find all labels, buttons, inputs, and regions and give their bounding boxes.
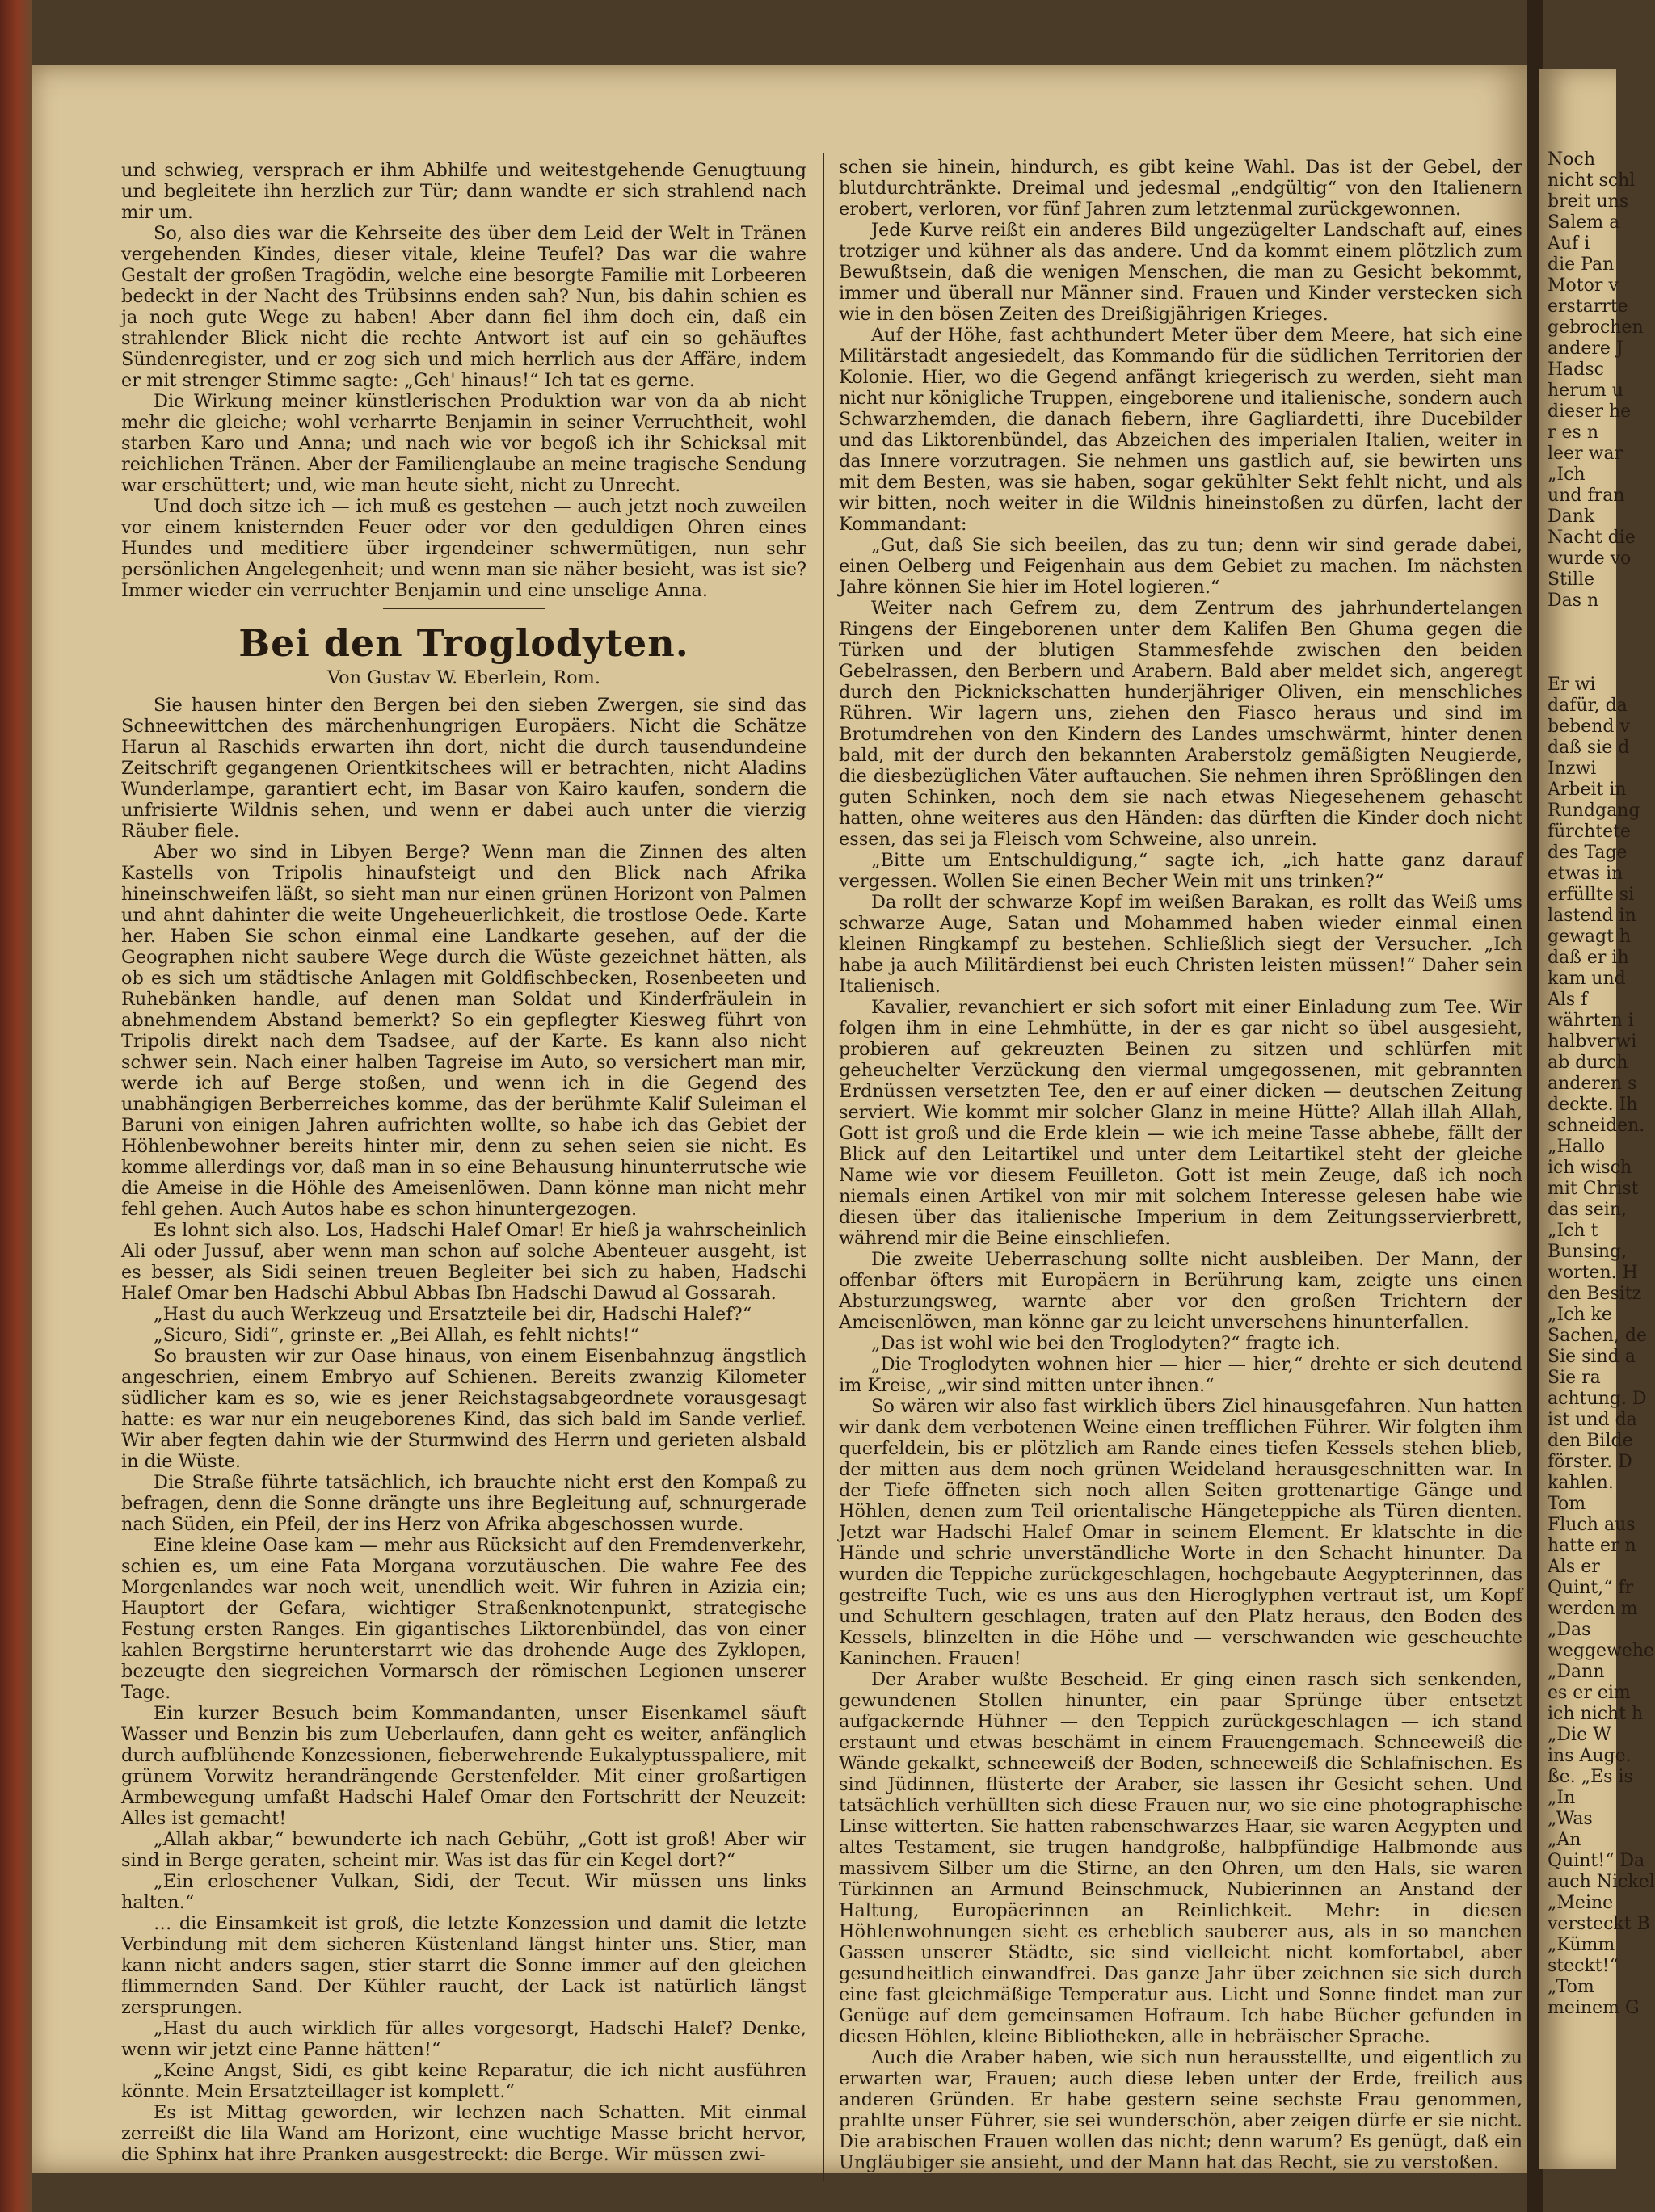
article-paragraph: Da rollt der schwarze Kopf im weißen Barakan, es rollt das Weiß ums schwarze Auge, Satan und Mohammed haben wieder einmal einen kleinen Ringkampf zu bestehen. Schließlich siegt der Versucher. „Ich habe ja auch Militärdienst bei euch Christen leisten müssen!“ Daher sein Italienisch. [839, 892, 1522, 997]
facing-page-line: ist und da [1548, 1410, 1637, 1430]
facing-page-line: wurde vo [1548, 549, 1632, 569]
facing-page-line: Er wi [1548, 675, 1596, 695]
article-paragraph: „Ein erloschener Vulkan, Sidi, der Tecut. Wir müssen uns links halten.“ [121, 1871, 806, 1913]
facing-page-line: nicht schl [1548, 170, 1636, 191]
facing-page-line: Sachen, de [1548, 1326, 1647, 1346]
facing-page-line: Stille [1548, 570, 1595, 590]
facing-page-line: das sein, [1548, 1200, 1627, 1220]
facing-page-line: daß er ih [1548, 948, 1629, 968]
facing-page-line: weggewehe [1548, 1641, 1655, 1661]
facing-page-line: hatte er n [1548, 1536, 1636, 1556]
facing-page-line: ab durch [1548, 1053, 1628, 1073]
facing-page-line: Motor v [1548, 275, 1619, 296]
facing-page-line: „Die W [1548, 1725, 1611, 1745]
facing-page-line: „Tom [1548, 1977, 1594, 1997]
facing-page-line: „Kümm [1548, 1935, 1615, 1955]
facing-page-line: „Hallo [1548, 1137, 1606, 1157]
article-byline: Von Gustav W. Eberlein, Rom. [327, 667, 600, 688]
article-paragraph: Eine kleine Oase kam — mehr aus Rücksicht auf den Fremdenverkehr, schien es, um eine Fata Morgana vorzutäuschen. Die wahre Fee des Morgenlandes war noch weit, unendlich weit. Wir fuhren in Azizia ein; Hauptort der Gefara, wichtiger Straßenknotenpunkt, strategische Festung ersten Ranges. Ein gigantisches Liktorenbündel, das von einer kahlen Bergstirne herunterstarrt wie das drohende Auge des Zyklopen, bezeugte den siegreichen Vormarsch der römischen Legionen unserer Tage. [121, 1535, 806, 1703]
column-right [839, 157, 1522, 2173]
facing-page-line: und fran [1548, 486, 1625, 506]
facing-page-line: „Das [1548, 1620, 1591, 1640]
facing-page-line: den Besitz [1548, 1284, 1642, 1304]
article-paragraph: „Bitte um Entschuldigung,“ sagte ich, „ich hatte ganz darauf vergessen. Wollen Sie einen Becher Wein mit uns trinken?“ [839, 850, 1522, 892]
facing-page-line: ich nicht h [1548, 1704, 1644, 1724]
article-paragraph: Es lohnt sich also. Los, Hadschi Halef Omar! Er hieß ja wahrscheinlich Ali oder Jussuf, aber wenn man schon auf solche Abenteuer ausgeht, ist es besser, als Sidi seinen treuen Begleiter bei sich zu haben, Hadschi Halef Omar ben Hadschi Abbul Abbas Ibn Hadschi Dawud al Gossarah. [121, 1220, 806, 1304]
facing-page-line: mit Christ [1548, 1179, 1639, 1199]
facing-page-line: r es n [1548, 423, 1598, 443]
article-paragraph: Der Araber wußte Bescheid. Er ging einen rasch sich senkenden, gewundenen Stollen hinunter, ein paar Sprünge über entsetzt aufgackernde Hühner — den Teppich zurückgeschlagen — ich stand erstaunt und etwas beschämt in einem Frauengemach. Schneeweiß die Wände gekalkt, schneeweiß der Boden, schneeweiß die Schlafnischen. Es sind Jüdinnen, flüsterte der Araber, sie lassen ihr Gesicht sehen. Und tatsächlich verhüllten sich diese Frauen nur, wo sie eine photographische Linse witterten. Sie hatten rabenschwarzes Haar, sie waren Aegypten und altes Testament, sie trugen handgroße, halbpfündige Halbmonde aus massivem Silber um die Stirne, an den Ohren, um den Hals, sie waren Türkinnen an Armund Beinschmuck, Nubierinnen an Anstand der Haltung, Europäerinnen an Reinlichkeit. Mehr: in diesen Höhlenwohnungen sieht es erheblich sauberer aus, als in so manchen Gassen unserer Städte, sie sind vielleicht nicht komfortabel, aber gesundheitlich einwandfrei. Das ganze Jahr über zeichnen sie sich durch eine fast gleichmäßige Temperatur aus. Licht und Sonne findet man zur Genüge auf dem gemeinsamen Hofraum. Ich habe Bücher gefunden in diesen Höhlen, kleine Bibliotheken, alle in hebräischer Sprache. [839, 1669, 1522, 2047]
facing-page-line: „Was [1548, 1809, 1593, 1829]
facing-page-line: dieser he [1548, 402, 1632, 422]
facing-page-line: gewagt h [1548, 927, 1632, 947]
facing-page-line: erfüllte si [1548, 885, 1635, 905]
facing-page-line: währten i [1548, 1011, 1634, 1031]
facing-page-line: es er eim [1548, 1683, 1631, 1703]
facing-page-line: Inzwi [1548, 759, 1597, 779]
article-paragraph: „Hast du auch wirklich für alles vorgesorgt, Hadschi Halef? Denke, wenn wir jetzt eine Panne hätten!“ [121, 2018, 806, 2060]
facing-page-line [1539, 612, 1616, 633]
article-paragraph: Jede Kurve reißt ein anderes Bild ungezügelter Landschaft auf, eines trotziger und kühner als das andere. Und da kommt einem plötzlich zum Bewußtsein, daß die wenigen Menschen, die man zu Gesicht bekommt, immer und überall nur Männer sind. Frauen und Kinder verstecken sich wie in den bösen Zeiten des Dreißigjährigen Krieges. [839, 220, 1522, 325]
facing-page-line: Salem a [1548, 212, 1620, 233]
column-left [121, 160, 806, 2165]
article-paragraph: Die zweite Ueberraschung sollte nicht ausbleiben. Der Mann, der offenbar öfters mit Europäern in Berührung kam, zeigte uns einen Absturzungsweg, warnte aber vor den großen Trichtern der Ameisenlöwen, man könne gar zu leicht unversehens hinunterfallen. [839, 1249, 1522, 1333]
article-paragraph: „Sicuro, Sidi“, grinste er. „Bei Allah, es fehlt nichts!“ [154, 1325, 640, 1346]
prev-article-paragraph: und schwieg, versprach er ihm Abhilfe und weitestgehende Genugtuung und begleitete ihn herzlich zur Tür; dann wandte er sich strahlend nach mir um. [121, 160, 806, 223]
article-paragraph: Auch die Araber haben, wie sich nun herausstellte, und eigentlich zu erwarten war, Frauen; auch diese leben unter der Erde, freilich aus anderen Gründen. Er habe gestern seine sechste Frau genommen, prahlte unser Führer, sie sei wunderschön, aber zeigen dürfe er sie nicht. Die arabischen Frauen wollen das nicht; denn warum? Es genügt, daß ein Ungläubiger sie ansieht, und der Mann hat das Recht, sie zu verstoßen. [839, 2047, 1522, 2173]
facing-page-line: Arbeit in [1548, 780, 1627, 800]
prev-article-paragraph: Und doch sitze ich — ich muß es gestehen — auch jetzt noch zuweilen vor einem knisternden Feuer oder vor den geduldigen Ohren eines Hundes und meditiere über irgendeiner schwermütigen, nun sehr persönlichen Angelegenheit; und wenn man sie näher besieht, was ist sie? Immer wieder ein verruchter Benjamin und eine unselige Anna. [121, 496, 806, 601]
facing-page-line: Quint!“ Da [1548, 1851, 1645, 1871]
facing-page-line: Noch [1548, 149, 1595, 170]
facing-page-line: „Ich t [1548, 1221, 1598, 1241]
article-paragraph: „Keine Angst, Sidi, es gibt keine Reparatur, die ich nicht ausführen könnte. Mein Ersatzteillager ist komplett.“ [121, 2060, 806, 2102]
article-paragraph: „Allah akbar,“ bewunderte ich nach Gebühr, „Gott ist groß! Aber wir sind in Berge geraten, scheint mir. Was ist das für ein Kegel dort?“ [121, 1829, 806, 1871]
article-paragraph: Kavalier, revanchiert er sich sofort mit einer Einladung zum Tee. Wir folgen ihm in eine Lehmhütte, in der es gar nicht so übel ausgesieht, probieren auf gekreuzten Beinen zu sitzen und schlürfen mit geheuchelter Verzückung den viermal umgegossenen, mit gebrannten Erdnüssen versetzten Tee, den er auf einer dicken — deutschen Zeitung serviert. Wie kommt mir solcher Glanz in meine Hütte? Allah illah Allah, Gott ist groß und die Erde klein — wie ich meine Tasse abhebe, fällt der Blick auf den Leitartikel und unter dem Leitartikel steht der gleiche Name wie vor diesem Feuilleton. Gott ist mein Zeuge, daß ich noch niemals einen Artikel von mir mit solchem Interesse gelesen habe wie diesen über das italienische Imperium in dem Zeitungsservierbrett, während mir die Beine einschliefen. [839, 997, 1522, 1249]
facing-page-line: Rundgang [1548, 801, 1640, 821]
facing-page-line: Sie sind a [1548, 1347, 1636, 1367]
article-paragraph: Aber wo sind in Libyen Berge? Wenn man die Zinnen des alten Kastells von Tripolis hinaufsteigt und den Blick nach Afrika hineinschweifen läßt, so sieht man nur einen grünen Horizont von Palmen und ahnt dahinter die weite Ungeheuerlichkeit, die trostlose Oede. Karte her. Haben Sie schon einmal eine Landkarte gesehen, auf der die Geographen nicht saubere Wege durch die Wüste gezeichnet hätten, als ob es sich um städtische Anlagen mit Goldfischbecken, Rosenbeeten und Ruhebänken handle, auf denen man Soldat und Kinderfräulein in abnehmendem Abstand bemerkt? So ein gepflegter Kiesweg führt von Tripolis direkt nach dem Tsadsee, auf der Karte. Es kann also nicht schwer sein. Nach einer halben Tagreise im Auto, so versichert man mir, werde ich auf Berge stoßen, und wenn ich in die Gegend des unabhängigen Berberreiches komme, das der berühmte Kalif Suleiman el Baruni von einigen Jahren aufrichten wollte, so habe ich das Gebiet der Höhlenbewohner bereits hinter mir, denn zu sehen seien sie nicht. Es komme allerdings vor, daß man in so eine Behausung hinunterrutsche wie die Ameise in die Höhle des Ameisenlöwen. Dann könne man nicht mehr fehl gehen. Auch Autos habe es schon hinuntergezogen. [121, 842, 806, 1220]
facing-page-line: anderen s [1548, 1074, 1637, 1094]
facing-page-line: den Bilde [1548, 1431, 1633, 1451]
facing-page-line: kahlen. [1548, 1473, 1614, 1493]
facing-page-line: daß sie d [1548, 738, 1630, 758]
facing-page-line: Tom [1548, 1494, 1586, 1514]
facing-page-line: werden m [1548, 1599, 1638, 1619]
facing-page-line: „Dann [1548, 1662, 1605, 1682]
facing-page-line: „An [1548, 1830, 1581, 1850]
facing-page-line: Hadsc [1548, 360, 1604, 380]
facing-page-line: achtung. D [1548, 1389, 1647, 1409]
article-paragraph: „Gut, daß Sie sich beeilen, das zu tun; denn wir sind gerade dabei, einen Oelberg und Feigenhain aus dem Gebiet zu machen. Im nächsten Jahre können Sie hier im Hotel logieren.“ [839, 535, 1522, 598]
facing-page-line: worten. H [1548, 1263, 1638, 1283]
facing-page-line [1539, 633, 1616, 654]
facing-page-line: lastend in [1548, 906, 1636, 926]
column-divider [823, 153, 824, 2181]
facing-page-line: Quint,“ fr [1548, 1578, 1634, 1598]
article-paragraph: Auf der Höhe, fast achthundert Meter über dem Meere, hat sich eine Militärstadt angesiedelt, das Kommando für die südlichen Territorien der Kolonie. Hier, wo die Gegend anfängt kriegerisch zu werden, sieht man nicht nur königliche Truppen, eingeborene und italienische, sondern auch Schwarzhemden, die danach fiebern, ihre Gagliardetti, ihre Ducebilder und das Liktorenbündel, das Abzeichen des imperialen Italien, weiter in das Innere vorzutragen. Sie nehmen uns gastlich auf, sie bewirten uns mit dem Besten, was sie haben, sogar gekühlter Sekt fehlt nicht, und als wir bitten, noch weiter in die Wildnis hineinstoßen zu dürfen, lacht der Kommandant: [839, 325, 1522, 535]
facing-page-line: kam und [1548, 969, 1626, 989]
article-paragraph: Ein kurzer Besuch beim Kommandanten, unser Eisenkamel säuft Wasser und Benzin bis zum Ueberlaufen, dann geht es weiter, anfänglich durch aufblühende Konzessionen, fieberwehrende Eukalyptusspaliere, mit grünem Vorwitz herandrängende Gerstenfelder. Mit einer großartigen Armbewegung umfaßt Hadschi Halef Omar den Fortschritt der Neuzeit: Alles ist gemacht! [121, 1703, 806, 1829]
facing-page-line: Als f [1548, 990, 1588, 1010]
facing-page-line: des Tage [1548, 843, 1628, 863]
facing-page-line: schneiden. [1548, 1116, 1645, 1136]
article-headline: Bei den Troglodyten. [238, 621, 689, 665]
facing-page-line: ins Auge. [1548, 1746, 1632, 1766]
facing-page-line: förster. D [1548, 1452, 1632, 1472]
article-separator [383, 608, 545, 609]
facing-page-edge [1539, 69, 1655, 2169]
facing-page-line: Fluch aus [1548, 1515, 1636, 1535]
facing-page-line: Auf i [1548, 233, 1590, 254]
facing-page-line: Nacht die [1548, 528, 1636, 548]
facing-page-line: andere J [1548, 339, 1623, 359]
article-paragraph: So wären wir also fast wirklich übers Ziel hinausgefahren. Nun hatten wir dank dem verbotenen Weine einen trefflichen Führer. Wir folgten ihm querfeldein, bis er plötzlich am Rande eines tiefen Kessels stehen blieb, der mitten aus dem noch grünen Weideland herausgeschnitten war. In der Tiefe öffneten sich noch allen Seiten grottenartige Gänge und Höhlen, denen zum Teil orientalische Hängeteppiche als Türen dienten. Jetzt war Hadschi Halef Omar in seinem Element. Er klatschte in die Hände und schrie unverständliche Worte in den Schacht hinunter. Da wurden die Teppiche zurückgeschlagen, hochgebaute Aegypterinnen, das gestreifte Tuch, wie es uns aus den Hieroglyphen vertraut ist, um Kopf und Schultern geschlagen, traten auf den Platz heraus, den Boden des Kessels, blinzelten in die Höhe und — verschwanden wie gescheuchte Kaninchen. Frauen! [839, 1396, 1522, 1669]
article-paragraph: So brausten wir zur Oase hinaus, von einem Eisenbahnzug ängstlich angeschrien, einem Embryo auf Schienen. Bereits zwanzig Kilometer südlicher kam es so, wie es jener Reichstagsabgeordnete vorausgesagt hatte: es war nur ein neugeborenes Kind, das sich bald im Sande verlief. Wir aber fegten dahin wie der Sturmwind des Herrn und gerieten alsbald in die Wüste. [121, 1346, 806, 1472]
article-paragraph: schen sie hinein, hindurch, es gibt keine Wahl. Das ist der Gebel, der blutdurchtränkte. Dreimal und jedesmal „endgültig“ von den Italienern erobert, verloren, vor fünf Jahren zum letztenmal zurückgewonnen. [839, 157, 1522, 220]
facing-page-line: halbverwi [1548, 1032, 1637, 1052]
facing-page-line: steckt!“ [1548, 1956, 1619, 1976]
facing-page-line: breit uns [1548, 191, 1629, 212]
facing-page-line: „In [1548, 1788, 1576, 1808]
facing-page-line: dafür, da [1548, 696, 1628, 716]
facing-page-line [1539, 654, 1616, 675]
facing-page-line: bebend v [1548, 717, 1630, 737]
prev-article-paragraph: Die Wirkung meiner künstlerischen Produktion war von da ab nicht mehr die gleiche; wohl verharrte Benjamin in seiner Verruchtheit, wohl starben Karo und Anna; und nach wie vor begoß ich ihr Schicksal mit reichlichen Tränen. Aber der Familienglaube an meine tragische Sendung war erschüttert; und, wie man heute sieht, nicht zu Unrecht. [121, 391, 806, 496]
facing-page-line: „Ich ke [1548, 1305, 1612, 1325]
facing-page-line: fürchtete [1548, 822, 1632, 842]
facing-page-line: Als er [1548, 1557, 1600, 1577]
facing-page-line: etwas in [1548, 864, 1623, 884]
facing-page-line: ße. „Es is [1548, 1767, 1633, 1787]
facing-page-line: Dank [1548, 507, 1595, 527]
facing-page-line: meinem G [1548, 1998, 1640, 2018]
facing-page-line: Das n [1548, 591, 1599, 611]
article-paragraph: „Die Troglodyten wohnen hier — hier — hier,“ drehte er sich deutend im Kreise, „wir sind mitten unter ihnen.“ [839, 1354, 1522, 1396]
facing-page-line: erstarrte [1548, 296, 1628, 317]
facing-page-line: auch Nickel [1548, 1872, 1655, 1892]
article-paragraph: Es ist Mittag geworden, wir lechzen nach Schatten. Mit einmal zerreißt die lila Wand am Horizont, eine wuchtige Masse bricht hervor, die Sphinx hat ihre Pranken ausgestreckt: die Berge. Wir müssen zwi- [121, 2102, 806, 2165]
article-paragraph: Weiter nach Gefrem zu, dem Zentrum des jahrhundertelangen Ringens der Eingeborenen unter dem Kalifen Ben Ghuma gegen die Türken und der blutigen Stammesfehde zwischen den beiden Gebelrassen, den Berbern und Arabern. Bald aber meldet sich, angeregt durch den Picknickschatten hunderjähriger Oliven, ein menschliches Rühren. Wir lagern uns, ziehen den Fiasco heraus und sind im Brotumdrehen von den Kindern des Landes umschwärmt, hinter denen bald, mit der durch den bekannten Araberstolz gemäßigten Neugierde, die diesbezüglichen Väter auftauchen. Sie nehmen ihren Sprößlingen den guten Schinken, noch dem sie nach etwas Niegesehenem gehascht hatten, ohne weiteres aus den Händen: das dürften die Kinder doch nicht essen, das sei ja Fleisch vom Schweine, also unrein. [839, 598, 1522, 850]
article-paragraph: „Hast du auch Werkzeug und Ersatzteile bei dir, Hadschi Halef?“ [154, 1304, 752, 1325]
facing-page-line: deckte. Ih [1548, 1095, 1638, 1115]
article-paragraph: Sie hausen hinter den Bergen bei den sieben Zwergen, sie sind das Schneewittchen des märchenhungrigen Europäers. Nicht die Schätze Harun al Raschids erwarten ihn dort, nicht die durch tausendundeine Zeitschrift gegangenen Orientkitschees will er betrachten, nicht Aladins Wunderlampe, garantiert echt, im Basar von Kairo kaufen, sondern die unfrisierte Wildnis sehen, und wenn er dabei auch unter die vierzig Räuber fiele. [121, 695, 806, 842]
facing-page-line: die Pan [1548, 254, 1615, 275]
facing-page-line: herum u [1548, 381, 1623, 401]
facing-page-line: „Ich [1548, 465, 1586, 485]
article-paragraph: Die Straße führte tatsächlich, ich brauchte nicht erst den Kompaß zu befragen, denn die Sonne drängte uns ihre Begleitung auf, schnurgerade nach Süden, ein Pfeil, der ins Herz von Afrika abgeschossen wurde. [121, 1472, 806, 1535]
facing-page-line: versteckt B [1548, 1914, 1650, 1934]
facing-page-line: ich wisch [1548, 1158, 1632, 1178]
article-paragraph: „Das ist wohl wie bei den Troglodyten?“ fragte ich. [871, 1333, 1341, 1354]
facing-page-line: Sie ra [1548, 1368, 1601, 1388]
article-paragraph: … die Einsamkeit ist groß, die letzte Konzession und damit die letzte Verbindung mit dem sicheren Küstenland längst hinter uns. Stier, man kann nicht anders sagen, stier starrt die Sonne immer auf den gleichen flimmernden Sand. Der Kühler raucht, der Lack ist natürlich längst zersprungen. [121, 1913, 806, 2018]
prev-article-paragraph: So, also dies war die Kehrseite des über dem Leid der Welt in Tränen vergehenden Kindes, dieser vitale, kleine Teufel? Das war die wahre Gestalt der großen Tragödin, welche eine besorgte Familie mit Lorbeeren bedeckt in der Nacht des Trübsinns enden sah? Nun, bis dahin schien es ja noch gute Wege zu haben! Aber dann fiel ihm doch ein, daß ein strahlender Blick nicht die rechte Antwort ist auf ein so gehäuftes Sündenregister, und er zog sich und mich herrlich aus der Affäre, indem er mit strenger Stimme sagte: „Geh' hinaus!“ Ich tat es gerne. [121, 223, 806, 391]
facing-page-line: gebrochen [1548, 318, 1644, 338]
book-binding [0, 0, 32, 2212]
facing-page-line: Bunsing, [1548, 1242, 1628, 1262]
facing-page-line: „Meine [1548, 1893, 1614, 1913]
facing-page-line: leer war [1548, 444, 1623, 464]
